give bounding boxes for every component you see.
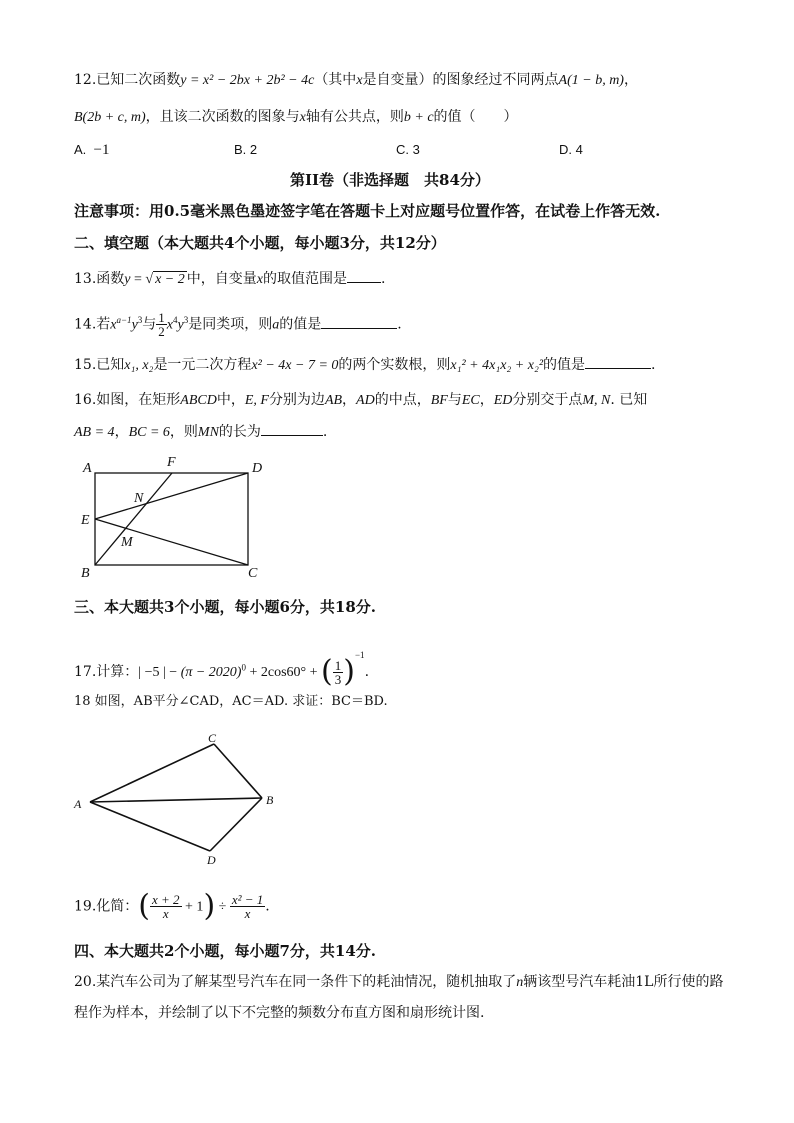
answer-blank (321, 314, 397, 329)
q12-function: y = x² − 2bx + 2b² − 4c (180, 73, 315, 88)
q16-mn2: MN (197, 425, 219, 440)
label-d: D (252, 461, 263, 476)
q20-n: n (516, 975, 524, 990)
q17-exp0: 0 (241, 662, 246, 673)
q16-mid2: 分别为边 (268, 392, 325, 408)
q18-kite-figure (70, 728, 290, 868)
q16-mid4: 分别交于点 (512, 392, 583, 408)
q12-option-d (559, 142, 583, 157)
answer-blank (347, 268, 381, 283)
segment-ab (90, 798, 262, 802)
option-label: B. 2 (234, 142, 258, 157)
q16-comma2: ， (479, 392, 494, 408)
paren-close: ) (203, 888, 216, 924)
answer-blank (261, 421, 323, 436)
q15-period: . (651, 357, 656, 373)
q16-ad: AD (356, 393, 375, 408)
q12-text2: 是自变量）的图象经过不同两点 (362, 72, 559, 88)
paren-open: ( (138, 888, 150, 924)
label-m: M (121, 535, 133, 550)
part2-title: 第II卷（非选择题 共84分） (290, 171, 490, 189)
q16-mn: M, N (582, 393, 611, 408)
q12-text: （其中 (314, 72, 357, 88)
q14-x2-exp: 4 (173, 315, 178, 325)
q14-end: 的值是 (279, 316, 322, 333)
q16-ab: AB (324, 393, 343, 408)
frac-num: 1 (334, 657, 342, 673)
q19-plus: + 1 (181, 899, 204, 915)
q16-mid: 中， (216, 392, 245, 408)
label-e: E (81, 513, 90, 528)
label-f: F (167, 455, 176, 470)
frac-num: x + 2 (151, 892, 180, 907)
segment-ad (90, 802, 210, 851)
q16-ab-value: AB = 4 (74, 425, 115, 440)
label-a: A (83, 461, 92, 476)
q17-minus: − (165, 665, 181, 680)
q17-exp-neg: −1 (354, 650, 365, 660)
q17-fraction (333, 659, 344, 686)
q15-expr: x₁² + 4x₁x₂ + x₂² (450, 358, 544, 373)
label-a: A (74, 797, 82, 811)
q20-line2: 程作为样本，并绘制了以下不完整的频数分布直方图和扇形统计图. (74, 1005, 485, 1021)
q19-fraction2 (230, 893, 265, 920)
q15-equation: x² − 4x − 7 = 0 (251, 358, 339, 373)
q12-prefix: 12.已知二次函数 (74, 72, 181, 88)
q17-plus-cos: + 2cos60° + (245, 665, 322, 680)
q12-line2 (74, 107, 518, 128)
q16-end: . 已知 (610, 392, 648, 408)
rectangle-abcd (95, 473, 248, 565)
q16-ef: E, F (244, 393, 269, 408)
q12-line1 (74, 70, 638, 91)
q16-ed: ED (493, 393, 513, 408)
q20-prefix: 20.某汽车公司为了解某型号汽车在同一条件下的耗油情况，随机抽取了 (74, 974, 517, 990)
label-c: C (248, 566, 258, 581)
q14-fraction (156, 311, 167, 338)
option-label: C. 3 (396, 142, 420, 157)
option-value: −1 (93, 142, 110, 158)
paren-open: ( (321, 654, 333, 689)
option-label: A. (74, 142, 87, 157)
q12-expr: b + c (403, 110, 434, 125)
q12-text4: 轴有公共点，则 (305, 109, 404, 125)
frac-den: x (244, 906, 251, 921)
q16-comma: ， (342, 392, 357, 408)
q14 (74, 310, 402, 338)
q14-x2: x (166, 317, 173, 333)
q12-text3: ，且该二次函数的图象与 (145, 109, 300, 125)
q12-var-x: x (356, 73, 363, 88)
label-b: B (81, 566, 90, 581)
q17-prefix: 17.计算： (74, 664, 139, 680)
q17-abs: | −5 | (138, 665, 166, 680)
q14-y-exp: 3 (137, 315, 143, 325)
q16-bc-value: BC = 6 (128, 425, 170, 440)
frac-den: x (162, 906, 169, 921)
q14-y2-exp: 3 (183, 315, 189, 325)
segment-ec (95, 519, 248, 565)
q16-period: . (322, 424, 328, 440)
option-label: D. 4 (559, 142, 583, 157)
label-n: N (134, 491, 144, 506)
q16-yu: 与 (447, 392, 462, 408)
q13-period: . (380, 271, 386, 287)
q20-end: 辆该型号汽车耗油1L所行使的路 (523, 974, 724, 990)
q15-mid: 是一元二次方程 (153, 357, 252, 373)
q13-prefix: 13.函数 (74, 271, 125, 287)
label-b: B (266, 793, 274, 807)
q14-y: y (131, 317, 138, 333)
q16-comma3: ， (114, 424, 129, 440)
q13-eq: = (130, 272, 146, 287)
q13-y: y (124, 272, 131, 287)
segment-bf (95, 473, 172, 565)
q16-prefix: 16.如图，在矩形 (74, 392, 181, 408)
section2-title: 二、填空题（本大题共4个小题，每小题3分，共12分） (74, 234, 446, 252)
q14-var: a (272, 317, 280, 333)
q14-prefix: 14.若 (74, 316, 111, 333)
frac-den: 3 (334, 671, 342, 687)
q17-period: . (364, 664, 370, 680)
q12-option-c (396, 142, 420, 157)
q13-end: 的取值范围是 (262, 271, 347, 287)
q16-bf: BF (430, 393, 448, 408)
q13-var: x (256, 272, 263, 287)
q15-end: 的值是 (543, 357, 586, 373)
q12-option-b (234, 142, 257, 157)
label-d: D (207, 853, 216, 867)
section3-title: 三、本大题共3个小题，每小题6分，共18分. (74, 598, 376, 616)
q12-end: 的值（ ） (433, 109, 518, 125)
q14-y2: y (177, 317, 184, 333)
q14-period: . (397, 316, 402, 333)
label-c: C (208, 731, 217, 745)
q13-sqrt-body: x − 2 (155, 272, 185, 287)
q19-fraction1 (150, 893, 182, 920)
q12-point-a: A(1 − b, m) (558, 73, 624, 88)
frac-den: 2 (158, 324, 165, 340)
q16-mid5: ，则 (169, 424, 198, 440)
segment-bd (210, 798, 262, 851)
q19 (74, 888, 270, 924)
section4-title: 四、本大题共2个小题，每小题7分，共14分. (74, 942, 376, 960)
q14-mid2: 是同类项，则 (188, 316, 273, 333)
q16-mid3: 的中点， (374, 392, 431, 408)
q16-line1 (74, 390, 647, 411)
q16-rect: ABCD (180, 393, 217, 408)
sqrt-symbol: √ (145, 272, 154, 287)
q12-comma: ， (623, 72, 638, 88)
q16-rectangle-figure (74, 452, 274, 587)
q20-line1 (74, 972, 723, 993)
q19-div: ÷ (215, 899, 230, 915)
paren-close: ) (343, 654, 355, 689)
q15-mid2: 的两个实数根，则 (338, 357, 451, 373)
q16-line2 (74, 421, 327, 443)
q15-vars: x₁, x₂ (124, 358, 154, 373)
answer-blank (585, 354, 651, 369)
notice: 注意事项：用0.5毫米黑色墨迹签字笔在答题卡上对应题号位置作答，在试卷上作答无效. (74, 202, 661, 220)
segment-ac (90, 744, 214, 802)
q14-x-exp: a−1 (116, 315, 132, 325)
q12-option-a (74, 142, 110, 159)
q15 (74, 354, 655, 376)
frac-num: 1 (158, 310, 165, 326)
q16-end2: 的长为 (218, 424, 261, 440)
q14-x: x (110, 317, 117, 333)
segment-cb (214, 744, 262, 798)
q17-paren: (π − 2020) (180, 665, 242, 680)
q13 (74, 268, 385, 290)
q12-var-x2: x (299, 110, 306, 125)
q14-mid: 与 (142, 316, 157, 333)
q13-mid: 中，自变量 (186, 271, 257, 287)
q17 (74, 645, 370, 689)
q15-prefix: 15.已知 (74, 357, 125, 373)
frac-num: x² − 1 (231, 892, 264, 907)
q19-prefix: 19.化简： (74, 898, 139, 915)
q18-statement: 18 如图，AB平分∠CAD，AC＝AD. 求证：BC＝BD. (74, 694, 388, 709)
q19-period: . (265, 898, 270, 915)
q12-point-b: B(2b + c, m) (74, 110, 146, 125)
q16-ec: EC (461, 393, 480, 408)
segment-ed (95, 473, 248, 519)
